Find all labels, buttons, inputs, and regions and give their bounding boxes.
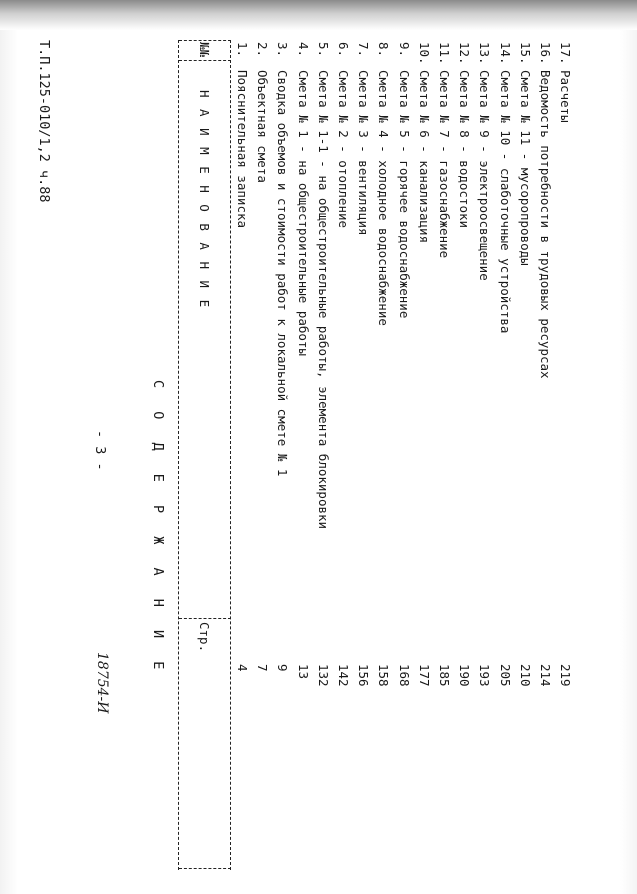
contents-row: [235, 42, 249, 862]
row-page: 214: [538, 664, 553, 687]
row-page: 13: [295, 664, 311, 680]
row-title: Ведомость потребности в трудовых ресурсах: [538, 70, 553, 379]
row-title: Пояснительная записка: [235, 70, 250, 229]
contents-title: С О Д Е Р Ж А Н И Е: [150, 380, 166, 677]
row-number: 4.: [295, 42, 311, 58]
page-number: - 3 -: [92, 430, 108, 471]
row-page: 156: [356, 664, 372, 687]
table-border-header-bottom: [230, 40, 231, 870]
row-number: 14.: [497, 42, 513, 65]
row-title: Смета № 11 - мусоропроводы: [517, 70, 533, 266]
row-number: 3.: [275, 42, 291, 58]
table-column-separator: [179, 60, 231, 61]
row-title: Объектная смета: [255, 70, 271, 183]
table-border-top: [178, 40, 179, 870]
contents-row: [518, 42, 532, 862]
row-number: 5.: [315, 42, 331, 58]
row-number: 10.: [416, 42, 432, 65]
row-title: Расчеты: [558, 70, 574, 123]
row-page: 219: [558, 664, 574, 687]
row-title: Смета № 5 - горячее водоснабжение: [396, 70, 412, 319]
row-page: 210: [517, 664, 533, 687]
contents-row: [397, 42, 411, 862]
row-number: 8.: [376, 42, 392, 58]
row-page: 177: [416, 664, 432, 687]
archive-stamp: 18754-И: [94, 652, 110, 714]
column-header-page: Стр.: [197, 622, 212, 653]
row-title: Смета № 3 - вентиляция: [356, 70, 372, 236]
row-page: 132: [315, 664, 331, 687]
row-number: 13.: [477, 42, 493, 65]
document-reference: Т.П.125-010/1,2 ч.88: [36, 40, 52, 203]
contents-row: [417, 42, 431, 862]
contents-row: [498, 42, 512, 862]
contents-row: [437, 42, 451, 862]
table-border-right: [179, 868, 231, 869]
row-title: Смета № 4 - холодное водоснабжение: [376, 70, 392, 326]
contents-row: [336, 42, 350, 862]
contents-row: [296, 42, 310, 862]
contents-row: [538, 42, 552, 862]
row-number: 1.: [235, 42, 250, 58]
row-page: 168: [396, 664, 412, 687]
row-page: 7: [255, 664, 271, 672]
contents-row: [255, 42, 269, 862]
row-number: 12.: [457, 42, 473, 65]
contents-row: [316, 42, 330, 862]
row-title: Смета № 9 - электроосвещение: [477, 70, 493, 281]
row-page: 9: [275, 664, 291, 672]
column-header-name: Н А И М Е Н О В А Н И Е: [197, 90, 212, 310]
row-title: Сводка объемов и стоимости работ к локальной смете № 1: [275, 70, 291, 477]
row-number: 6.: [336, 42, 351, 58]
row-page: 205: [497, 664, 513, 687]
row-page: 158: [376, 664, 392, 687]
row-page: 190: [457, 664, 473, 687]
table-column-separator: [179, 618, 231, 619]
row-number: 7.: [356, 42, 372, 58]
row-title: Смета № 8 - водостоки: [457, 70, 473, 229]
row-number: 11.: [437, 42, 452, 65]
contents-row: [558, 42, 572, 862]
row-title: Смета № 6 - канализация: [416, 70, 432, 244]
row-number: 15.: [517, 42, 533, 65]
contents-row: [356, 42, 370, 862]
row-page: 142: [336, 664, 351, 687]
row-page: 185: [437, 664, 452, 687]
row-title: Смета № 2 - отопление: [336, 70, 351, 229]
row-title: Смета № 7 - газоснабжение: [437, 70, 452, 259]
row-title: Смета № 10 - слаботочные устройства: [497, 70, 513, 334]
row-number: 17.: [558, 42, 574, 65]
contents-row: [376, 42, 390, 862]
row-page: 4: [235, 664, 250, 672]
row-number: 2.: [255, 42, 271, 58]
row-title: Смета № 1-1 - на общестроительные работы, элемента блокировки: [315, 70, 331, 530]
contents-row: [457, 42, 471, 862]
contents-row: [275, 42, 289, 862]
contents-row: [477, 42, 491, 862]
table-border-left: [179, 40, 231, 41]
row-page: 193: [477, 664, 493, 687]
row-title: Смета № 1 - на общестроительные работы: [295, 70, 311, 356]
row-number: 9.: [396, 42, 412, 58]
column-header-number: №№: [197, 42, 212, 58]
row-number: 16.: [538, 42, 553, 65]
